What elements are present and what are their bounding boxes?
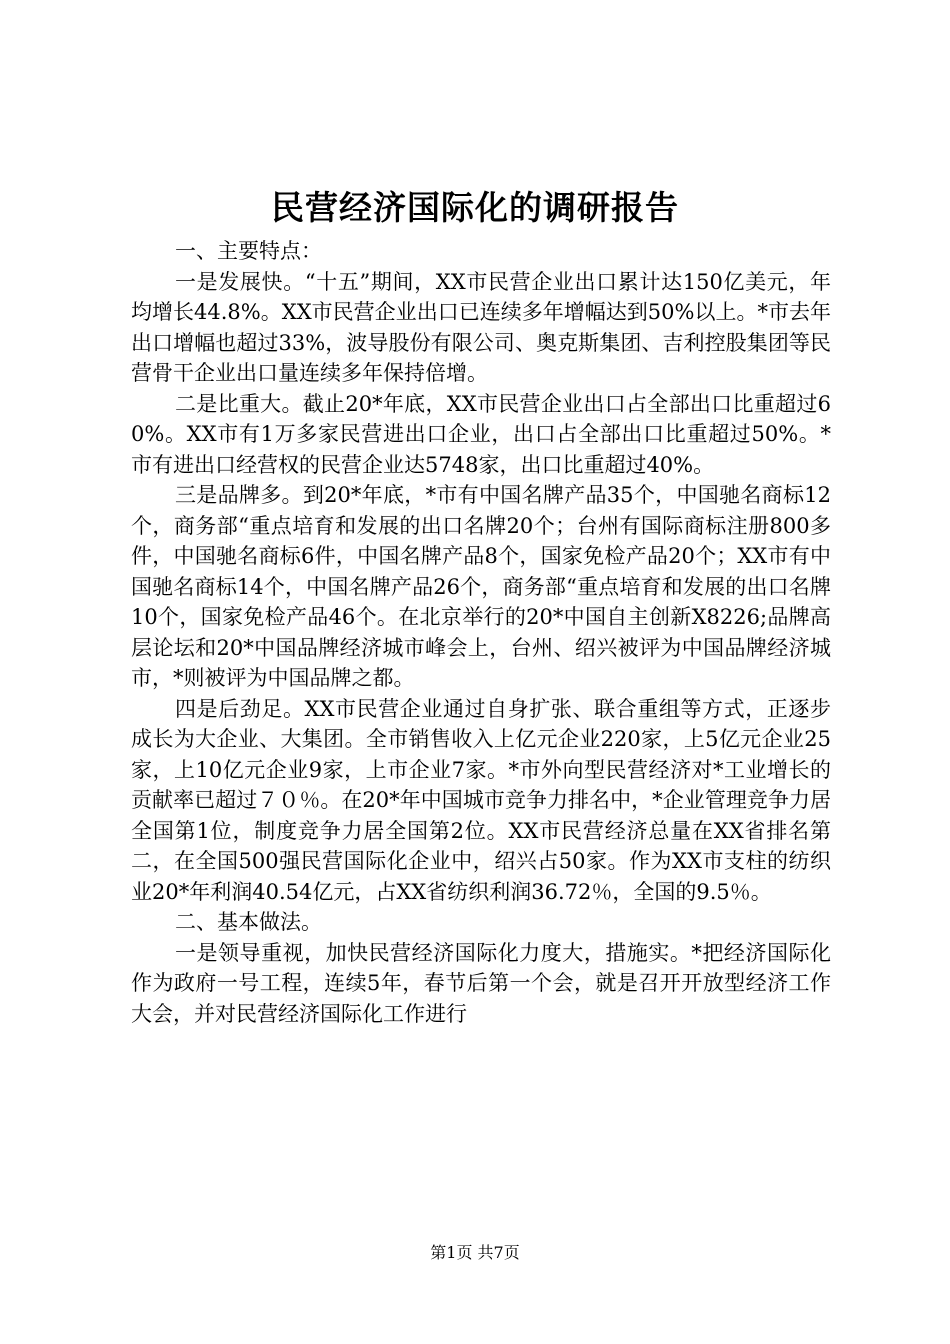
paragraph-leadership-attention: 一是领导重视，加快民营经济国际化力度大，措施实。*把经济国际化作为政府一号工程，连续5年，春节后第一个会，就是召开开放型经济工作大会，并对民营经济国际化工作进行 — [131, 940, 831, 1026]
section-heading-main-features: 一、主要特点： — [175, 239, 322, 263]
paragraph-fast-development: 一是发展快。“十五”期间，XX市民营企业出口累计达150亿美元，年均增长44.8%。XX市民营企业出口已连续多年增幅达到50%以上。*市去年出口增幅也超过33%，波导股份有限公司、奥克斯集团、吉利控股集团等民营骨干企业出口量连续多年保持倍增。 — [131, 269, 831, 385]
page-number-footer: 第1页 共7页 — [430, 1243, 520, 1262]
document-title: 民营经济国际化的调研报告 — [271, 188, 679, 227]
document-body — [131, 236, 831, 1029]
paragraph-large-share: 二是比重大。截止20*年底，XX市民营企业出口占全部出口比重超过60%。XX市有1万多家民营进出口企业，出口占全部出口比重超过50%。*市有进出口经营权的民营企业达5748家，出口比重超过40%。 — [131, 391, 831, 477]
paragraph-strong-momentum: 四是后劲足。XX市民营企业通过自身扩张、联合重组等方式，正逐步成长为大企业、大集团。全市销售收入上亿元企业220家，上5亿元企业25家，上10亿元企业9家，上市企业7家。*市外向型民营经济对*工业增长的贡献率已超过７０％。在20*年中国城市竞争力排名中，*企业管理竞争力居全国第1位，制度竞争力居全国第2位。XX市民营经济总量在XX省排名第二，在全国500强民营国际化企业中，绍兴占50家。作为XX市支柱的纺织业20*年利润40.54亿元，占XX省纺织利润36.72％，全国的9.5％。 — [131, 696, 831, 904]
paragraph-many-brands: 三是品牌多。到20*年底，*市有中国名牌产品35个，中国驰名商标12个，商务部“重点培育和发展的出口名牌20个；台州有国际商标注册800多件，中国驰名商标6件，中国名牌产品8个，国家免检产品20个；XX市有中国驰名商标14个，中国名牌产品26个，商务部“重点培育和发展的出口名牌10个，国家免检产品46个。在北京举行的20*中国自主创新X8226;品牌高层论坛和20*中国品牌经济城市峰会上，台州、绍兴被评为中国品牌经济城市，*则被评为中国品牌之都。 — [131, 483, 831, 690]
section-heading-basic-practices: 二、基本做法。 — [175, 910, 322, 934]
